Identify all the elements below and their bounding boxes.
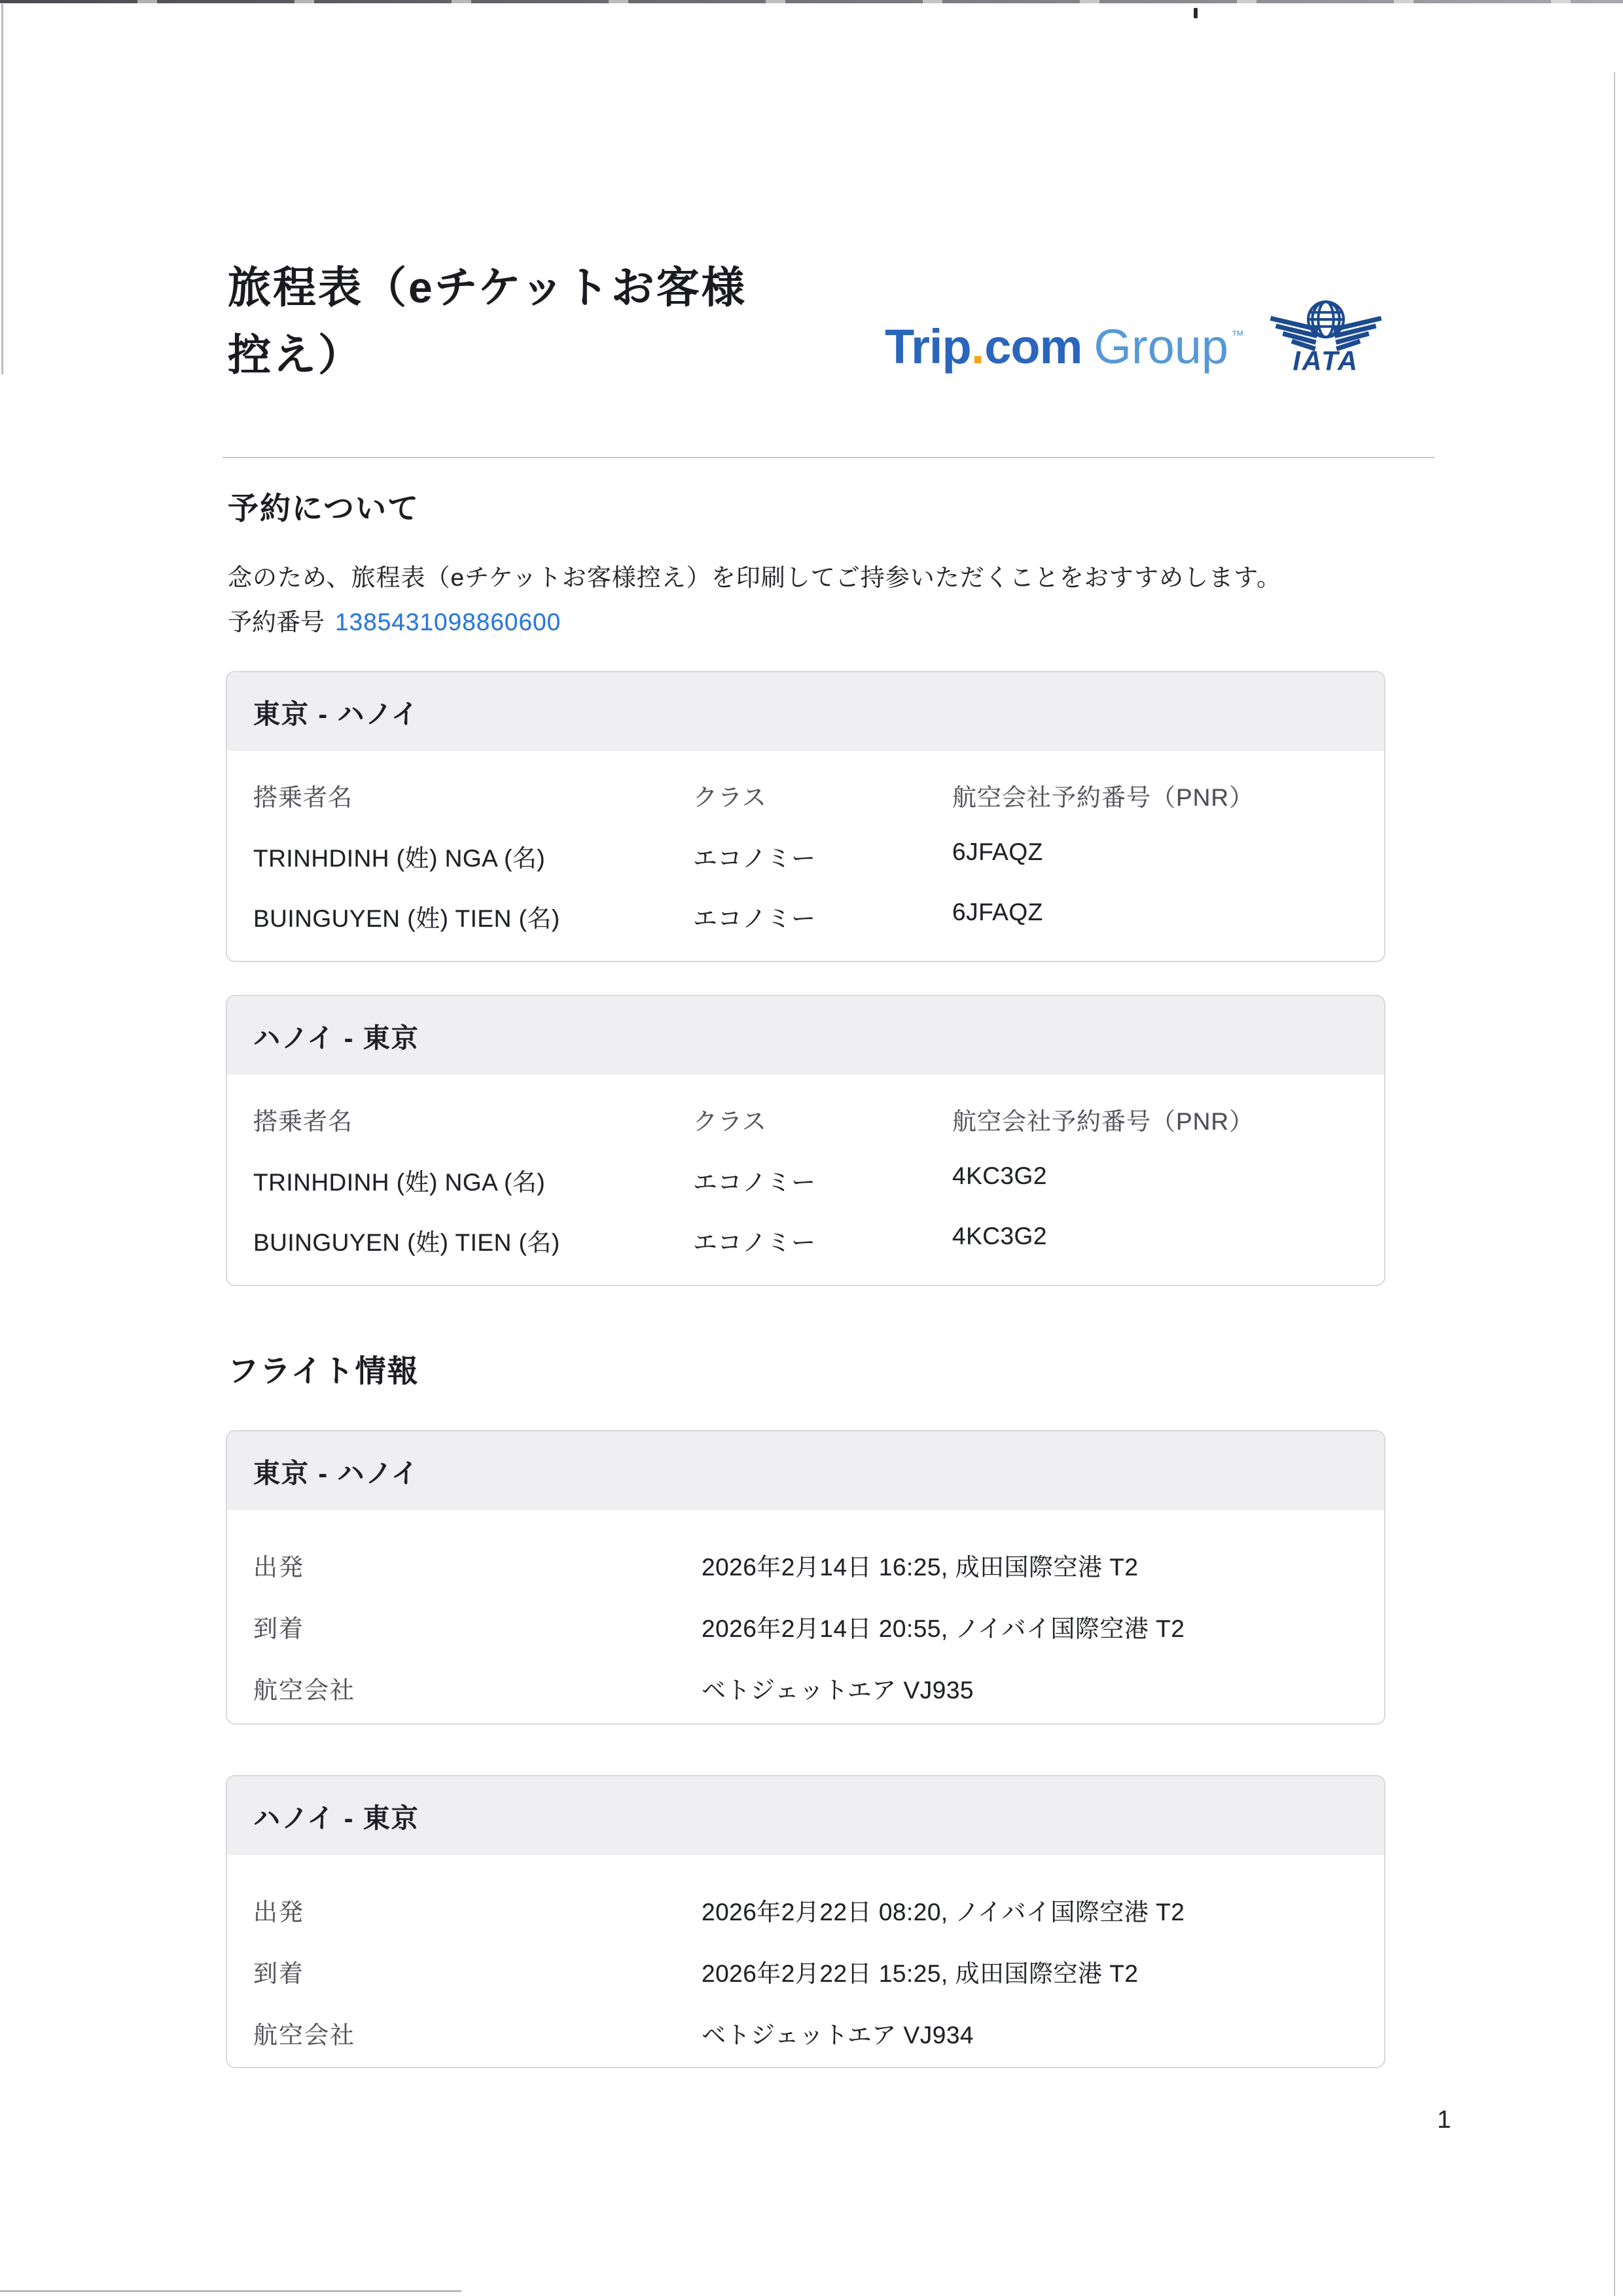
airline-label: 航空会社 <box>253 1677 355 1704</box>
page-title <box>228 254 747 389</box>
pnr-code: 4KC3G2 <box>952 1223 1047 1249</box>
booking-number-link[interactable]: 1385431098860600 <box>335 609 562 636</box>
column-header-passenger: 搭乗者名 <box>253 784 353 811</box>
flight-card-tokyo-hanoi <box>226 1430 1385 1725</box>
cabin-class: エコノミー <box>693 845 816 872</box>
route-header: 東京 - ハノイ <box>227 1431 1384 1510</box>
passenger-name: TRINHDINH (姓) NGA (名) <box>253 845 546 872</box>
passenger-name: BUINGUYEN (姓) TIEN (名) <box>253 905 560 932</box>
column-header-passenger: 搭乗者名 <box>253 1108 353 1135</box>
route-header: 東京 - ハノイ <box>227 672 1384 751</box>
column-header-pnr: 航空会社予約番号（PNR） <box>952 1108 1255 1135</box>
pnr-code: 6JFAQZ <box>952 838 1043 865</box>
scan-artifact-left-edge <box>1 4 3 374</box>
departure-label: 出発 <box>253 1554 304 1581</box>
cabin-class: エコノミー <box>693 1229 816 1256</box>
trip-logo-com: com <box>984 319 1082 374</box>
trademark-icon: ™ <box>1231 329 1245 343</box>
route-header: ハノイ - 東京 <box>227 996 1384 1075</box>
trip-logo-group: Group <box>1094 319 1229 374</box>
pnr-code: 6JFAQZ <box>952 899 1043 925</box>
booking-table-tokyo-hanoi <box>226 671 1385 962</box>
trip-logo-word: Trip <box>885 319 971 374</box>
page-number: 1 <box>1437 2106 1452 2134</box>
scan-artifact-bottom-edge <box>0 2290 461 2292</box>
iata-globe-icon <box>1308 302 1344 337</box>
arrival-label: 到着 <box>253 1615 304 1642</box>
departure-value: 2026年2月22日 08:20, ノイバイ国際空港 T2 <box>702 1899 1185 1926</box>
cabin-class: エコノミー <box>693 905 816 932</box>
passenger-name: BUINGUYEN (姓) TIEN (名) <box>253 1229 560 1256</box>
arrival-value: 2026年2月14日 20:55, ノイバイ国際空港 T2 <box>702 1615 1185 1642</box>
pnr-code: 4KC3G2 <box>952 1162 1047 1189</box>
scan-artifact-speck <box>1194 8 1198 18</box>
page-title-line1: 旅程表（eチケットお客様 <box>228 263 747 312</box>
header-divider <box>223 457 1435 458</box>
column-header-class: クラス <box>693 1108 767 1135</box>
column-header-class: クラス <box>693 784 767 811</box>
flight-card-hanoi-tokyo <box>226 1775 1385 2068</box>
booking-section-heading: 予約について <box>228 491 420 526</box>
arrival-label: 到着 <box>253 1960 304 1987</box>
column-header-pnr: 航空会社予約番号（PNR） <box>952 784 1255 811</box>
trip-com-group-logo <box>885 309 1244 374</box>
booking-number-line <box>228 602 561 637</box>
iata-logo-text: IATA <box>1293 346 1359 373</box>
arrival-value: 2026年2月22日 15:25, 成田国際空港 T2 <box>702 1960 1139 1987</box>
cabin-class: エコノミー <box>693 1169 816 1196</box>
departure-value: 2026年2月14日 16:25, 成田国際空港 T2 <box>702 1554 1139 1581</box>
iata-wings-icon <box>1270 318 1381 349</box>
booking-number-label: 予約番号 <box>228 609 325 636</box>
scan-artifact-top-edge <box>0 0 1623 3</box>
booking-note: 念のため、旅程表（eチケットお客様控え）を印刷してご持参いただくことをおすすめします。 <box>228 564 1282 591</box>
page-title-line2: 控え） <box>228 331 363 379</box>
flight-section-heading: フライト情報 <box>228 1354 419 1388</box>
booking-table-hanoi-tokyo <box>226 995 1385 1286</box>
departure-label: 出発 <box>253 1899 304 1926</box>
trip-logo-orange-dot: . <box>971 319 985 374</box>
airline-value: ベトジェットエア VJ934 <box>702 2022 974 2049</box>
airline-value: ベトジェットエア VJ935 <box>702 1677 974 1704</box>
passenger-name: TRINHDINH (姓) NGA (名) <box>253 1169 546 1196</box>
route-header: ハノイ - 東京 <box>227 1776 1384 1855</box>
iata-logo <box>1267 296 1385 373</box>
airline-label: 航空会社 <box>253 2022 355 2049</box>
scan-artifact-right-edge <box>1614 72 1615 2296</box>
